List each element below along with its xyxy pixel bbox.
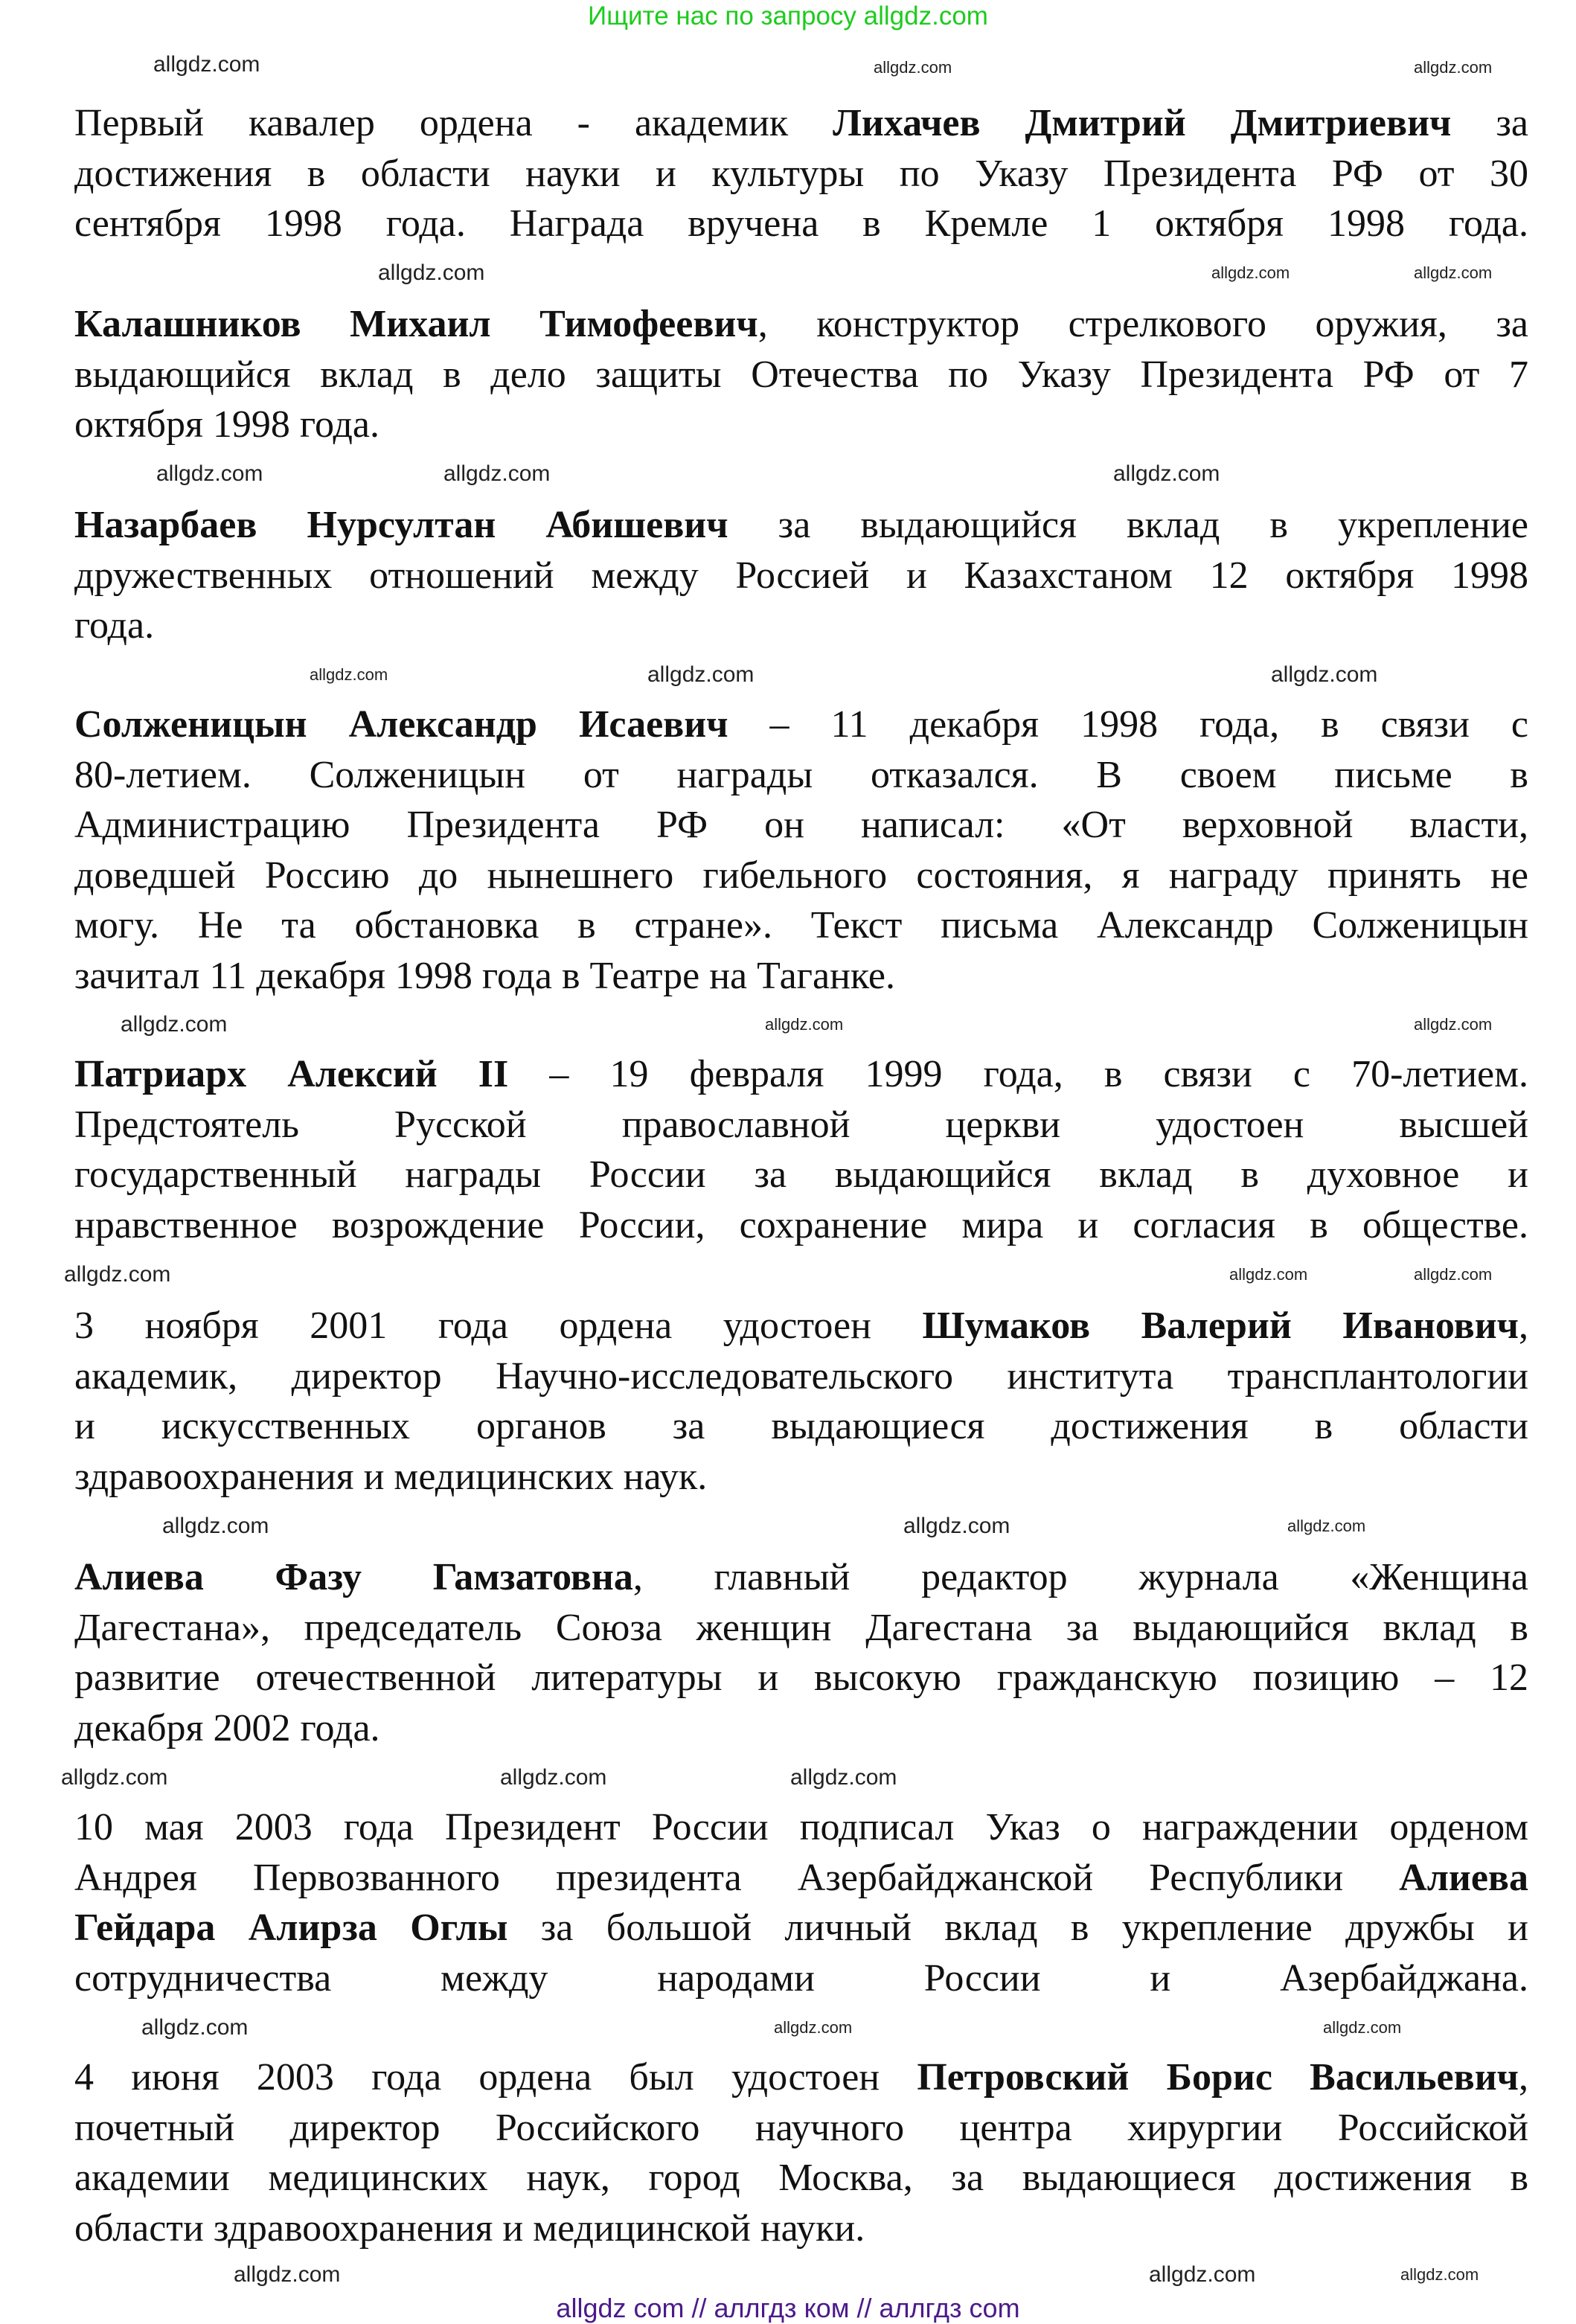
text-line	[74, 1100, 1528, 1150]
watermark: allgdz.com	[310, 665, 388, 684]
text-segment: года.	[74, 604, 155, 647]
laureate-name: Алиева	[1399, 1856, 1528, 1899]
laureate-name: Патриарх Алексий II	[74, 1053, 509, 1095]
laureate-name: Гейдара Алирза Оглы	[74, 1907, 508, 1949]
watermark: allgdz.com	[1149, 2262, 1256, 2287]
laureate-name: Калашников Михаил Тимофеевич	[74, 303, 758, 345]
text-line	[74, 1703, 1528, 1754]
text-segment: за большой личный вклад в укрепление дружбы и	[507, 1907, 1528, 1949]
footer-links: allgdz com // аллгдз ком // аллгдз com	[556, 2293, 1020, 2323]
watermark: allgdz.com	[903, 1514, 1010, 1538]
watermark: allgdz.com	[443, 461, 551, 486]
text-line	[74, 1049, 1528, 1100]
laureate-name: Назарбаев Нурсултан Абишевич	[74, 504, 728, 546]
watermark: allgdz.com	[1400, 2265, 1479, 2284]
watermark: allgdz.com	[1323, 2018, 1402, 2037]
text-line	[74, 2153, 1528, 2203]
text-segment: Андрея Первозванного президента Азербайджанской Республики	[74, 1856, 1400, 1899]
text-segment: декабря 2002 года.	[74, 1706, 380, 1750]
watermark: allgdz.com	[790, 1765, 897, 1790]
text-segment: 80-летием. Солженицын от награды отказался. В своем письме в	[74, 753, 1528, 796]
text-segment: ,	[1518, 1305, 1528, 1347]
text-segment: сотрудничества между народами России и Азербайджана.	[74, 1956, 1528, 2000]
text-line	[74, 1452, 1528, 1502]
text-segment: – 11 декабря 1998 года, в связи с	[728, 703, 1528, 746]
watermark: allgdz.com	[141, 2015, 249, 2040]
text-line	[74, 851, 1528, 901]
text-segment: почетный директор Российского научного центра хирургии Российской	[74, 2106, 1528, 2149]
text-segment: Дагестана», председатель Союза женщин Дагестана за выдающийся вклад в	[74, 1606, 1528, 1649]
paragraph	[74, 1802, 1528, 2003]
watermark: allgdz.com	[156, 461, 263, 486]
watermark: allgdz.com	[234, 2262, 341, 2287]
text-segment: – 19 февраля 1999 года, в связи с 70-летием.	[508, 1053, 1529, 1095]
text-segment: здравоохранения и медицинских наук.	[74, 1455, 708, 1498]
text-line	[74, 1953, 1528, 2004]
text-line	[74, 951, 1528, 1002]
watermark: allgdz.com	[153, 52, 260, 77]
text-line	[74, 900, 1528, 951]
paragraph	[74, 299, 1528, 450]
watermark: allgdz.com	[1414, 1015, 1493, 1034]
watermark: allgdz.com	[1113, 461, 1220, 486]
text-line	[74, 350, 1528, 400]
watermark: allgdz.com	[874, 58, 952, 77]
text-line	[74, 149, 1528, 199]
text-segment: академик, директор Научно-исследовательского института трансплантологии	[74, 1354, 1528, 1398]
text-line	[74, 2052, 1528, 2103]
laureate-name: Алиева Фазу Гамзатовна	[74, 1556, 633, 1598]
text-line	[74, 1200, 1528, 1251]
laureate-name: Лихачев Дмитрий Дмитриевич	[833, 102, 1452, 144]
text-line	[74, 1853, 1528, 1904]
text-segment: 4 июня 2003 года ордена был удостоен	[74, 2056, 917, 2099]
text-segment: Предстоятель Русской православной церкви удостоен высшей	[74, 1103, 1528, 1146]
text-segment: сентября 1998 года. Награда вручена в Кремле 1 октября 1998 года.	[74, 202, 1528, 245]
text-line	[74, 299, 1528, 350]
text-line	[74, 2103, 1528, 2154]
text-line	[74, 700, 1528, 750]
watermark: allgdz.com	[500, 1765, 607, 1790]
watermark: allgdz.com	[121, 1012, 228, 1037]
text-line	[74, 1552, 1528, 1603]
watermark: allgdz.com	[162, 1514, 269, 1538]
paragraph	[74, 500, 1528, 651]
watermark: allgdz.com	[1271, 662, 1378, 687]
text-segment: выдающийся вклад в дело защиты Отечества по Указу Президента РФ от 7	[74, 353, 1528, 396]
text-segment: за выдающийся вклад в укрепление	[728, 504, 1528, 546]
text-segment: области здравоохранения и медицинской науки.	[74, 2206, 865, 2250]
text-line	[74, 800, 1528, 851]
watermark: allgdz.com	[61, 1765, 168, 1790]
watermark: allgdz.com	[1211, 263, 1290, 282]
laureate-name: Петровский Борис Васильевич	[917, 2056, 1519, 2099]
text-segment: Администрацию Президента РФ он написал: «От верховной власти,	[74, 804, 1528, 846]
text-segment: октября 1998 года.	[74, 403, 379, 446]
laureate-name: Шумаков Валерий Иванович	[922, 1305, 1519, 1347]
watermark: allgdz.com	[1414, 1265, 1493, 1284]
watermark: allgdz.com	[647, 662, 755, 687]
text-segment: 3 ноября 2001 года ордена удостоен	[74, 1305, 923, 1347]
text-line	[74, 98, 1528, 149]
text-line	[74, 1351, 1528, 1402]
text-segment: и искусственных органов за выдающиеся достижения в области	[74, 1405, 1528, 1447]
search-banner: Ищите нас по запросу allgdz.com	[588, 1, 988, 31]
text-segment: дружественных отношений между Россией и Казахстаном 12 октября 1998	[74, 554, 1528, 597]
watermark: allgdz.com	[765, 1015, 844, 1034]
text-line	[74, 500, 1528, 551]
paragraph	[74, 1301, 1528, 1502]
text-segment: нравственное возрождение России, сохранение мира и согласия в обществе.	[74, 1203, 1528, 1246]
text-line	[74, 199, 1528, 249]
text-line	[74, 2203, 1528, 2254]
text-line	[74, 1150, 1528, 1200]
text-segment: достижения в области науки и культуры по Указу Президента РФ от 30	[74, 152, 1528, 195]
text-segment: 10 мая 2003 года Президент России подписал Указ о награждении орденом	[74, 1806, 1528, 1848]
text-line	[74, 1802, 1528, 1853]
text-segment: академии медицинских наук, город Москва, за выдающиеся достижения в	[74, 2157, 1528, 2199]
paragraph	[74, 1552, 1528, 1753]
watermark: allgdz.com	[1414, 58, 1493, 77]
text-line	[74, 1653, 1528, 1703]
text-line	[74, 750, 1528, 801]
paragraph	[74, 2052, 1528, 2253]
text-segment: ,	[1519, 2056, 1528, 2099]
laureate-name: Солженицын Александр Исаевич	[74, 703, 728, 746]
text-segment: Первый кавалер ордена - академик	[74, 102, 833, 144]
text-line	[74, 1301, 1528, 1351]
text-segment: за	[1451, 102, 1528, 144]
paragraph	[74, 700, 1528, 1001]
watermark: allgdz.com	[378, 260, 485, 285]
text-line	[74, 400, 1528, 450]
text-segment: развитие отечественной литературы и высокую гражданскую позицию – 12	[74, 1656, 1528, 1699]
text-segment: , главный редактор журнала «Женщина	[632, 1556, 1528, 1598]
watermark: allgdz.com	[774, 2018, 853, 2037]
paragraph	[74, 98, 1528, 249]
paragraph	[74, 1049, 1528, 1250]
watermark: allgdz.com	[1229, 1265, 1308, 1284]
text-line	[74, 551, 1528, 601]
text-segment: государственный награды России за выдающийся вклад в духовное и	[74, 1153, 1528, 1196]
watermark: allgdz.com	[64, 1262, 171, 1287]
text-segment: доведшей Россию до нынешнего гибельного состояния, я награду принять не	[74, 854, 1528, 897]
watermark: allgdz.com	[1287, 1517, 1366, 1535]
watermark: allgdz.com	[1414, 263, 1493, 282]
text-line	[74, 601, 1528, 651]
text-segment: могу. Не та обстановка в стране». Текст письма Александр Солженицын	[74, 904, 1528, 947]
text-segment: зачитал 11 декабря 1998 года в Театре на Таганке.	[74, 954, 895, 997]
text-line	[74, 1401, 1528, 1452]
text-line	[74, 1903, 1528, 1953]
text-segment: , конструктор стрелкового оружия, за	[757, 303, 1528, 345]
text-line	[74, 1603, 1528, 1654]
